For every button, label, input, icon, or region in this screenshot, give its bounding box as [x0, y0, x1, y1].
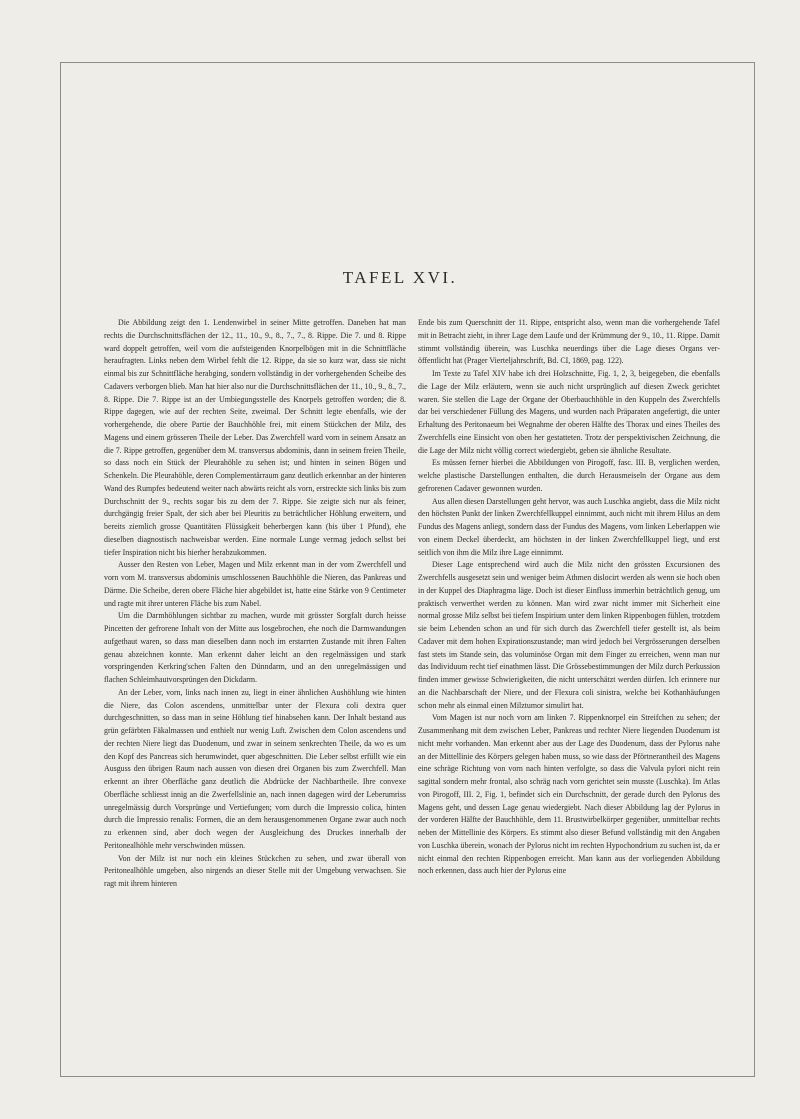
paragraph: Im Texte zu Tafel XIV habe ich drei Holzschnitte, Fig. 1, 2, 3, beigegeben, die ebenfalls die Lage der Milz erläutern, wenn sie auch nicht ursprünglich auf diesen Zweck gerichtet waren. Sie stellen die Lage der Organe der Oberbauchhöhle in den Kuppeln des Zwerchfells dar bei verschiedener Füllung des Magens, und wurden nach Präparaten angefertigt, die unter Erhaltung des Peritonaeum bei Wegnahme der oberen Hälfte des Thorax und eines Theiles des Zwerchfells eine Einsicht von oben her gestatteten. Trotz der perspektivischen Zeichnung, die die Lage der Milz nicht völlig correct wiedergiebt, geben sie ähnliche Resultate.	[418, 369, 720, 455]
paragraph: Ende bis zum Querschnitt der 11. Rippe, entspricht also, wenn man die vorhergehende Tafel mit in Betracht zieht, in ihrer Lage dem Laufe und der Krümmung der 9., 10., 11. Rippe. Damit stimmt vollständig überein, was Luschka neuerdings über die Lage dieses Organs veröffentlicht hat (Prager Vierteljahrschrift, Bd. CI, 1869, pag. 122).	[418, 318, 720, 366]
paragraph: Es müssen ferner hierbei die Abbildungen von Pirogoff, fasc. III. B, verglichen werden, welche plastische Darstellungen enthalten, die durch Herausmeiseln der Organe aus dem gefrorenen Cadaver gewonnen wurden.	[418, 458, 720, 493]
paragraph: Vom Magen ist nur noch vorn am linken 7. Rippenknorpel ein Streifchen zu sehen; der Zusammenhang mit dem zwischen Leber, Pankreas und rechter Niere liegenden Duodenum ist nicht mehr vorhanden. Man erkennt aber aus der Lage des Duodenum, dass der Pylorus nahe an der Mittellinie des Körpers gelegen haben muss, so wie dass der Pförtnerantheil des Magens eine schräge Richtung von vorn nach hinten verfolgte, so dass die Valvula pylori nicht rein sagittal sondern mehr frontal, also schräg nach vorn gerichtet sein musste (Luschka). Im Atlas von Pirogoff, III. 2, Fig. 1, befindet sich ein Durchschnitt, der gerade durch den Pylorus des Magens geht, und dessen Lage genau wiedergiebt. Nach dieser Abbildung lag der Pylorus in der vorderen Hälfte der Bauchhöhle, dem 11. Brustwirbelkörper gegenüber, unmittelbar rechts neben der Mittellinie des Körpers. Es stimmt also dieser Befund vollständig mit den Angaben von Luschka überein, wonach der Pylorus nicht im rechten Hypochondrium zu suchen ist, da er nicht einmal den rechten Rippenbogen erreicht. Man kann aus der vorliegenden Abbildung noch erkennen, dass auch hier der Pylorus eine	[418, 713, 720, 876]
paragraph: Dieser Lage entsprechend wird auch die Milz nicht den grössten Excursionen des Zwerchfells ausgesetzt sein und weniger beim Athmen dislocirt werden als wenn sie hoch oben in der Kuppel des Diaphragma läge. Doch ist dieser Einfluss immerhin beträchtlich genug, um praktisch verwerthet werden zu können. Man wird zwar nicht immer mit Sicherheit eine normal grosse Milz selbst bei tiefem Inspirium unter dem linken Rippenbogen fühlen, trotzdem sie beim Lebenden schon an und für sich durch das Zwerchfell tiefer gestellt ist, als beim Cadaver mit dem hohen Expirationszustande; man wird jedoch bei Vergrösserungen derselben fast stets im Stande sein, das voluminöse Organ mit dem Finger zu erreichen, wenn man nur das Individuum recht tief einathmen lässt. Die Grössebestimmungen der Milz durch Perkussion finden immer gewisse Schwierigkeiten, die nicht unterschätzt werden dürfen. Ich erinnere nur an die Nachbarschaft der Niere, und der Flexura coli sinistra, welche bei Kothanhäufungen schon mehr als einmal einen Milztumor simulirt hat.	[418, 560, 720, 710]
right-text-column	[418, 317, 720, 878]
paragraph: Von der Milz ist nur noch ein kleines Stückchen zu sehen, und zwar überall von Peritonealhöhle umgeben, also nirgends an dieser Stelle mit der Umgebung verwachsen. Sie ragt mit ihrem hinteren	[104, 853, 406, 888]
paragraph: Aus allen diesen Darstellungen geht hervor, was auch Luschka angiebt, dass die Milz nicht den höchsten Punkt der linken Zwerchfellkuppel einnimmt, auch nicht mit ihrem Hilus an dem Fundus des Magens anliegt, sondern dass der Fundus des Magens, vom linken Leberlappen wie von einem Deckel überdeckt, am höchsten in der linken Zwerchfellkuppel liegt, und erst seitlich von ihm die Milz ihre Lage einnimmt.	[418, 496, 720, 557]
paragraph: Die Abbildung zeigt den 1. Lendenwirbel in seiner Mitte getroffen. Daneben hat man rechts die Durchschnittsflächen der 12., 11., 10., 9., 8., 7., 7., 8. Rippe. Die 7. und 8. Rippe ward doppelt getroffen, weil vorn die aufsteigenden Knorpelbögen mit in die Schnittfläche heraufragten. Links neben dem Wirbel fehlt die 12. Rippe, da sie so kurz war, dass sie nicht einmal bis zur Schnittfläche herabging, sondern vollständig in der vorhergehenden Scheibe des Cadavers verborgen blieb. Man hat hier also nur die Durchschnittsflächen der 11., 10., 9., 8., 7., 8. Rippe. Die 7. Rippe ist an der Umbiegungsstelle des Knorpels getroffen worden; die 8. Rippe dagegen, wie auf der rechten Seite, zweimal. Der Schnitt legte ebenfalls, wie der vorhergehende, die obere Partie der Bauchhöhle frei, mit einem Stückchen der Milz, des Magens und einem grösseren Theile der Leber. Das Zwerchfell ward vorn in seinem Ansatz an die 7. Rippe getroffen, gegenüber dem M. transversus abdominis, dann in seinem freien Theile, so dass noch ein Stück der Pleurahöhle zu sehen ist; und hinten in seinen Bögen und Schenkeln. Die Pleurahöhle, deren Complementärraum ganz deutlich erkennbar an der hinteren Wand des Rumpfes bedeutend weiter nach abwärts reicht als vorn, erstreckte sich links bis zum Durchschnitt der 9., rechts sogar bis zu dem der 7. Rippe. Sie zeigte sich nur als feiner, durchgängig freier Spalt, der sich aber bei Pleuritis zu beträchtlicher Höhlung erweitern, und bereits ziemlich grosse Quantitäten Flüssigkeit beherbergen kann (bis über 1 Pfund), ehe dieselben diagnostisch nachweisbar werden. Eine normale Lunge vermag jedoch selbst bei tiefer Inspiration nicht bis hierher herabzukommen.	[104, 318, 406, 557]
paragraph: Um die Darmhöhlungen sichtbar zu machen, wurde mit grösster Sorgfalt durch heisse Pincetten der gefrorene Inhalt von der Mitte aus losgebrochen, ehe noch die Darmwandungen aufgethaut waren, so dass man dieselben dann noch im erstarrten Zustande mit ihren Falten genau abzeichnen konnte. Man erkennt daher leicht an den regelmässigen und stark vorspringenden Kerkring'schen Falten den Dünndarm, und an den unregelmässigen und flachen Schleimhautvorsprüngen den Dickdarm.	[104, 611, 406, 684]
paragraph: An der Leber, vorn, links nach innen zu, liegt in einer ähnlichen Aushöhlung wie hinten die Niere, das Colon ascendens, unmittelbar unter der Flexura coli dextra quer durchgeschnitten, so dass man in seine Höhlung tief hinabsehen kann. Der Inhalt bestand aus grün gefärbten Fäkalmassen und enthielt nur wenig Luft. Zwischen dem Colon ascendens und der rechten Niere liegt das Duodenum, und zwar in seinem senkrechten Theile, da wo es um den Kopf des Pancreas sich herumwindet, quer abgeschnitten. Die Leber selbst erfüllt wie ein Ausguss den übrigen Raum nach aussen von diesen drei Organen bis zum Zwerchfell. Man erkennt an ihrer Oberfläche ganz deutlich die Abdrücke der Nachbartheile. Ihre convexe Oberfläche schliesst innig an die Zwerfellslinie an, nach innen dagegen wird der Leberumriss unregelmässig durch Vorsprünge und Vertiefungen; vorn durch die Impressio colica, hinten durch die Impressio renalis: Formen, die an dem herausgenommenen Organe zwar auch noch zu erkennen sind, aber doch wegen der Ausgleichung des Druckes innerhalb der Peritonealhöhle mehr verschwinden müssen.	[104, 687, 406, 850]
left-text-column	[104, 317, 406, 891]
paragraph: Ausser den Resten von Leber, Magen und Milz erkennt man in der vom Zwerchfell und vorn vom M. transversus abdominis umschlossenen Bauchhöhle die Nieren, das Pankreas und Därme. Die Scheibe, deren obere Fläche hier abgebildet ist, hatte eine Stärke von 9 Centimeter und ragte mit ihrer unteren Fläche bis zum Nabel.	[104, 560, 406, 608]
plate-title: TAFEL XVI.	[342, 268, 458, 287]
